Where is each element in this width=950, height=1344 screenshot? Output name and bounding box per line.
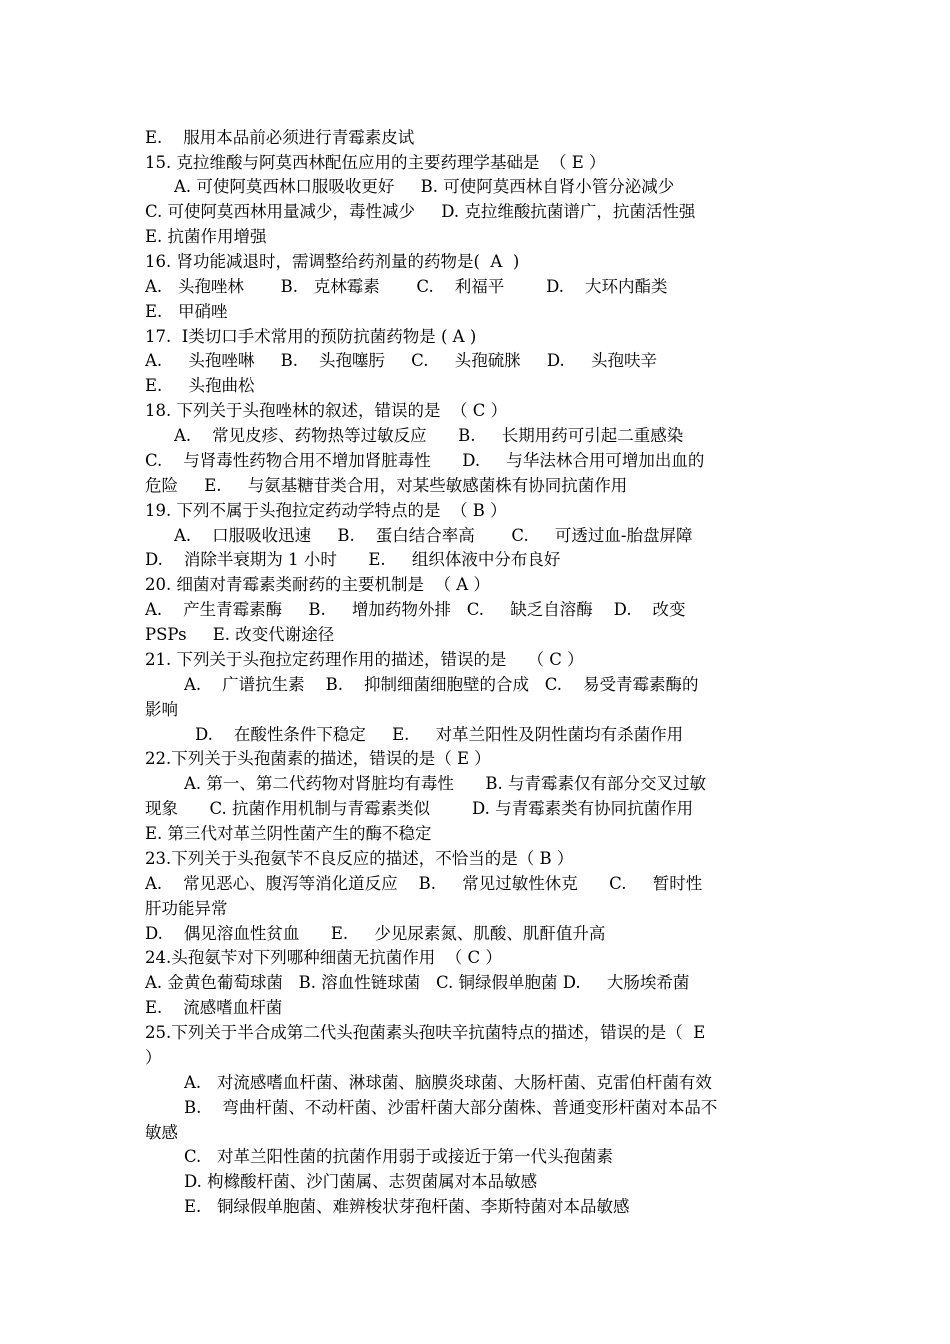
question-25: 25.下列关于半合成第二代头孢菌素头孢呋辛抗菌特点的描述，错误的是（ E bbox=[145, 1023, 706, 1042]
text-line: A. 口服吸收迅速 B. 蛋白结合率高 C. 可透过血-胎盘屏障 bbox=[174, 526, 693, 545]
text-line: D. 偶见溶血性贫血 E. 少见尿素氮、肌酸、肌酐值升高 bbox=[145, 924, 606, 943]
text-line: 敏感 bbox=[145, 1123, 178, 1142]
text-line: A. 常见恶心、腹泻等消化道反应 B. 常见过敏性休克 C. 暂时性 bbox=[145, 874, 703, 893]
text-line: A. 头孢唑啉 B. 头孢噻肟 C. 头孢硫脒 D. 头孢呋辛 bbox=[145, 351, 658, 370]
text-line: 影响 bbox=[145, 700, 178, 719]
text-line: 肝功能异常 bbox=[145, 899, 228, 918]
text-line: E. 甲硝唑 bbox=[145, 302, 228, 321]
text-line: 现象 C. 抗菌作用机制与青霉素类似 D. 与青霉素类有协同抗菌作用 bbox=[145, 799, 694, 818]
text-line: A. 第一、第二代药物对肾脏均有毒性 B. 与青霉素仅有部分交叉过敏 bbox=[184, 774, 706, 793]
text-line: E. 铜绿假单胞菌、难辨梭状芽孢杆菌、李斯特菌对本品敏感 bbox=[184, 1197, 630, 1216]
text-line: 危险 E. 与氨基糖苷类合用，对某些敏感菌株有协同抗菌作用 bbox=[145, 476, 628, 495]
text-line: D. 枸橼酸杆菌、沙门菌属、志贺菌属对本品敏感 bbox=[184, 1172, 538, 1191]
text-line: C. 对革兰阳性菌的抗菌作用弱于或接近于第一代头孢菌素 bbox=[184, 1147, 614, 1166]
text-line: E. 流感嗜血杆菌 bbox=[145, 998, 283, 1017]
text-line: A. 金黄色葡萄球菌 B. 溶血性链球菌 C. 铜绿假单胞菌 D. 大肠埃希菌 bbox=[145, 973, 690, 992]
text-line: ） bbox=[145, 1048, 162, 1067]
text-line: E. 抗菌作用增强 bbox=[145, 227, 267, 246]
question-17: 17. I类切口手术常用的预防抗菌药物是 ( A ) bbox=[145, 327, 477, 346]
text-line: A. 常见皮疹、药物热等过敏反应 B. 长期用药可引起二重感染 bbox=[174, 426, 684, 445]
text-line: PSPs E. 改变代谢途径 bbox=[145, 625, 335, 644]
text-line: D. 消除半衰期为 1 小时 E. 组织体液中分布良好 bbox=[145, 550, 561, 569]
question-24: 24.头孢氨苄对下列哪种细菌无抗菌作用 （ C ） bbox=[145, 948, 502, 967]
text-line: C. 可使阿莫西林用量减少，毒性减少 D. 克拉维酸抗菌谱广，抗菌活性强 bbox=[145, 202, 696, 221]
text-line: A. 对流感嗜血杆菌、淋球菌、脑膜炎球菌、大肠杆菌、克雷伯杆菌有效 bbox=[184, 1073, 712, 1092]
question-18: 18. 下列关于头孢唑林的叙述，错误的是 （ C ） bbox=[145, 401, 508, 420]
text-line: E. 服用本品前必须进行青霉素皮试 bbox=[145, 128, 415, 147]
text-line: C. 与肾毒性药物合用不增加肾脏毒性 D. 与华法林合用可增加出血的 bbox=[145, 451, 705, 470]
question-22: 22.下列关于头孢菌素的描述，错误的是（ E ） bbox=[145, 749, 491, 768]
question-16: 16. 肾功能减退时，需调整给药剂量的药物是( A ) bbox=[145, 252, 520, 271]
text-line: B. 弯曲杆菌、不动杆菌、沙雷杆菌大部分菌株、普通变形杆菌对本品不 bbox=[184, 1098, 718, 1117]
question-19: 19. 下列不属于头孢拉定药动学特点的是 （ B ） bbox=[145, 501, 507, 520]
question-20: 20. 细菌对青霉素类耐药的主要机制是 （ A ） bbox=[145, 575, 490, 594]
text-line: D. 在酸性条件下稳定 E. 对革兰阳性及阴性菌均有杀菌作用 bbox=[195, 725, 684, 744]
text-line: A. 广谱抗生素 B. 抑制细菌细胞壁的合成 C. 易受青霉素酶的 bbox=[184, 675, 699, 694]
question-15: 15. 克拉维酸与阿莫西林配伍应用的主要药理学基础是 （ E ） bbox=[145, 153, 606, 172]
text-line: E. 第三代对革兰阴性菌产生的酶不稳定 bbox=[145, 824, 432, 843]
text-line: A. 产生青霉素酶 B. 增加药物外排 C. 缺乏自溶酶 D. 改变 bbox=[145, 600, 686, 619]
text-line: A. 头孢唑林 B. 克林霉素 C. 利福平 D. 大环内酯类 bbox=[145, 277, 668, 296]
text-line: A. 可使阿莫西林口服吸收更好 B. 可使阿莫西林自肾小管分泌减少 bbox=[174, 177, 675, 196]
question-21: 21. 下列关于头孢拉定药理作用的描述，错误的是 （ C ） bbox=[145, 650, 584, 669]
text-line: E. 头孢曲松 bbox=[145, 376, 255, 395]
question-23: 23.下列关于头孢氨苄不良反应的描述，不恰当的是（ B ） bbox=[145, 849, 574, 868]
